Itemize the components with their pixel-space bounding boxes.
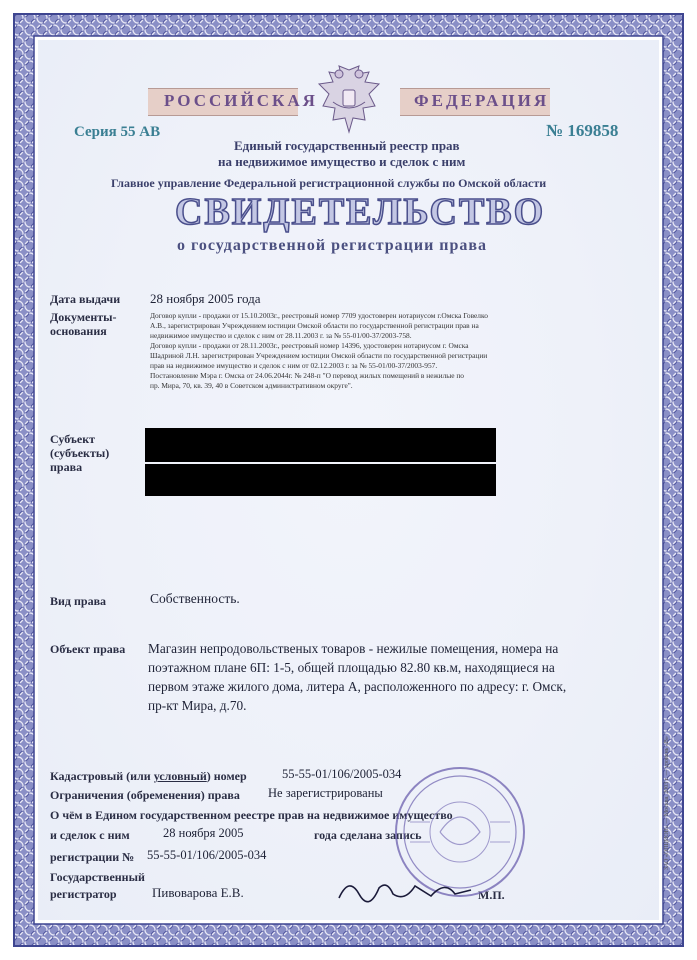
docs-line: Постановление Мэра г. Омска от 24.06.2044г. № 248-п "О перевод жилых помещений в нежилые по <box>150 371 464 380</box>
reg-no-value: 55-55-01/106/2005-034 <box>147 848 267 862</box>
docs-label-1: Документы- <box>50 310 117 324</box>
object-line: Магазин непродовольственых товаров - нежилые помещения, номера на <box>148 641 559 656</box>
docs-line: Шадриной Л.Н. зарегистрирован Учреждением юстиции Омской области по государственной регистрации <box>150 351 488 360</box>
registrar-label-1: Государственный <box>50 870 145 884</box>
reg-no-label: регистрации № <box>50 850 135 864</box>
cadastral-label-a: Кадастровый (или <box>50 769 154 783</box>
record-line-2b: года сделана запись <box>314 828 422 842</box>
coat-of-arms-icon <box>313 62 385 140</box>
cadastral-label <box>50 769 247 783</box>
mp-mark: М.П. <box>478 888 505 902</box>
object-label: Объект права <box>50 642 126 656</box>
registry-line-2: на недвижимое имущество и сделок с ним <box>218 154 466 169</box>
certificate-number: № 169858 <box>546 121 619 140</box>
subject-label-3: права <box>50 460 83 474</box>
docs-line: А.В., зарегистрирован Учреждением юстиции Омской области по государственной регистрации прав на <box>150 321 479 330</box>
record-line-1: О чём в Едином государственном реестре прав на недвижимое имущество <box>50 808 453 822</box>
cadastral-label-c: ) номер <box>206 769 247 783</box>
cadastral-label-b: условный <box>153 769 207 783</box>
docs-label-2: основания <box>50 324 107 338</box>
docs-line: прав на недвижимое имущество и сделок с ним от 02.12.2003 г. за № 55-01/00-37/2003-957. <box>150 361 438 370</box>
docs-line: недвижимое имущество и сделок с ним от 28.11.2003 г. за № 55-01/00-37/2003-758. <box>150 331 412 340</box>
authority: Главное управление Федеральной регистрационной службы по Омской области <box>111 176 547 190</box>
document-title: СВИДЕТЕЛЬСТВО <box>175 191 546 233</box>
right-type-label: Вид права <box>50 594 107 608</box>
issue-date-label: Дата выдачи <box>50 292 121 306</box>
registrar-name: Пивоварова Е.В. <box>152 885 244 900</box>
object-line: пр-кт Мира, д.70. <box>148 698 247 713</box>
country-right: ФЕДЕРАЦИЯ <box>414 91 550 110</box>
redaction-block-1 <box>145 428 496 462</box>
country-left: РОССИЙСКАЯ <box>164 91 318 110</box>
document-subtitle: о государственной регистрации права <box>177 237 488 254</box>
registrar-label-2: регистратор <box>50 887 117 901</box>
docs-text <box>150 311 620 391</box>
series-number: Серия 55 АВ <box>74 124 161 140</box>
record-date: 28 ноября 2005 <box>163 826 244 840</box>
registry-line-1: Единый государственный реестр прав <box>234 138 460 153</box>
docs-line: пр. Мира, 70, кв. 39, 40 в Советском административном округе". <box>150 381 353 390</box>
signature <box>335 872 475 906</box>
issue-date: 28 ноября 2005 года <box>150 291 261 306</box>
object-line: поэтажном плане 6П: 1-5, общей площадью 82.80 кв.м, находящиеся на <box>148 660 555 675</box>
object-text <box>148 639 566 715</box>
redaction-block-2 <box>145 464 496 496</box>
record-line-2a: и сделок с ним <box>50 828 130 842</box>
subject-label-1: Субъект <box>50 432 96 446</box>
cadastral-value: 55-55-01/106/2005-034 <box>282 767 402 781</box>
restrictions-value: Не зарегистрированы <box>268 786 383 800</box>
docs-line: Договор купли - продажи от 28.11.2003г., реестровый номер 14396, удостоверен нотариусом г. Омска <box>150 341 469 350</box>
restrictions-label: Ограничения (обременения) права <box>50 788 240 802</box>
subject-label-2: (субъекты) <box>50 446 110 460</box>
right-type: Собственность. <box>150 591 240 606</box>
print-mark: ЗАО «ОПЦИОН» — Москва, 2003 г. — уровень «В» <box>664 736 670 870</box>
object-line: первом этаже жилого дома, литера А, расположенного по адресу: г. Омск, <box>148 679 567 694</box>
docs-line: Договор купли - продажи от 15.10.2003г., реестровый номер 7709 удостоверен нотариусом г.Омска Говелко <box>150 311 488 320</box>
